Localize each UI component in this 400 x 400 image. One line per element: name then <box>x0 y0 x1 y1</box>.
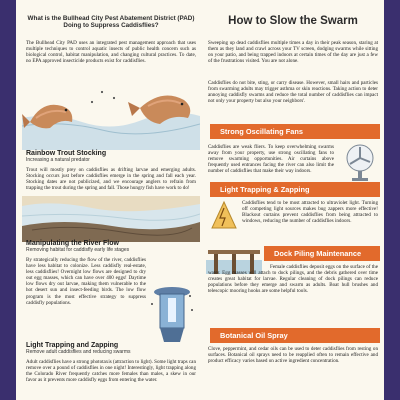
trout-section <box>26 150 196 191</box>
right-column <box>206 0 380 400</box>
fan-illustration <box>340 142 380 182</box>
light-trap-illustration <box>146 284 198 346</box>
dock-body: Female caddisflies deposit eggs on the surface of the water. Egg masses will attach to dock pilings, and the debris gathered over time creates great habitat for larvae. Regular cleaning of dock pilings can reduce populations before they emerge and swarm as adults. Boat hull brushes and telescopic mooring hooks are some helpful tools. <box>208 264 378 295</box>
banner-dock-piling: Dock Piling Maintenance <box>264 246 380 261</box>
left-column <box>22 0 200 400</box>
banner-light-trapping: Light Trapping & Zapping <box>210 182 380 197</box>
trapping-body: Caddisflies tend to be most attracted to ultraviolet light. Turning off competing light sources makes bug zappers more effective! Blackout curtains prevent caddisflies from being attracted to windows, reducing the number of caddisflies indoors. <box>242 200 378 225</box>
light-subheading: Remove adult caddisflies and reducing swarms <box>26 349 131 355</box>
swarm-intro: Sweeping up dead caddisflies multiple times a day in their peak season, staring at them as they land and crawl across your TV screen, dodging swarms while sitting on your patio, and being trapped indoors at certain times of the day are just a few of the frustrations visited. You are not alone. <box>208 40 378 65</box>
river-illustration <box>22 196 200 242</box>
trout-body: Trout will mostly prey on caddisflies as drifting larvae and emerging adults. Stocking occurs just before caddisflies emerge in the spring and fall each year. Stocking dates are not publicized, and we encourage anglers to refrain from trapping the trout during the spring and fall. Those hungry fish have work to do! <box>26 167 196 192</box>
river-heading: Manipulating the River Flow <box>26 240 119 247</box>
light-section <box>26 342 196 383</box>
trout-subheading: Increasing a natural predator <box>26 157 90 163</box>
banner-fans: Strong Oscillating Fans <box>210 124 380 139</box>
bug-zapper-illustration <box>208 200 240 230</box>
left-title: What is the Bullhead City Pest Abatement District (PAD) Doing to Suppress Caddisflies? <box>27 15 195 30</box>
left-intro: The Bullhead City PAD uses an integrated pest management approach that uses multiple techniques to control aquatic insects of public health concern such as biological control, habitat manipulation, and changing cultural practices. To date, no EPA approved insecticide products exist for caddisflies. <box>26 40 196 65</box>
swarm-health-note: Caddisflies do not bite, sting, or carry disease. However, small hairs and particles from swarming adults may trigger asthma or skin reactions. Taking action to deter annoying caddisfly swarms and reduce the total number of caddisflies can impact not only your property but also your neighbors'. <box>208 80 378 105</box>
river-body: By strategically reducing the flow of the river, caddisflies have less habitat to colonize. Less caddisfly real-estate, less caddisflies! Overnight low flows are designed to dry out egg masses, which can have over 400 eggs! Daytime low flows dry out larvae, making them vulnerable to the hot desert sun and insect-feeding birds. The low flow program is the most effective strategy to suppress caddisfly populations. <box>26 257 146 306</box>
river-section <box>26 240 146 306</box>
trout-heading: Rainbow Trout Stocking <box>26 150 107 157</box>
oil-body: Clove, peppermint, and cedar oils can be used to deter caddisflies from resting on surfaces. Botanical oil sprays need to be reapplied often to remain effective and product efficacy varies based on active ingredient concentration. <box>208 346 378 365</box>
fans-body: Caddisflies are weak fliers. To keep overwhelming swarms away from your property, use strong oscillating fans to remove swarming opportunities. Air curtains above frequently used entrances facing the river can also limit the number of caddisflies that make their way indoors. <box>208 144 334 175</box>
river-subheading: Removing habitat for caddisfly early life stages <box>26 247 130 253</box>
light-body: Adult caddisflies have a strong phototaxis (attraction to light). Some light traps can remove over a pound of caddisflies in one night! Interestingly, light trapping along the Colorado River frequently catches more females than males, a skew in our favor as it prevents more caddisfly eggs from entering the water. <box>26 359 196 384</box>
trout-illustration <box>22 78 200 150</box>
main-title: How to Slow the Swarm <box>228 15 358 27</box>
banner-botanical-oil: Botanical Oil Spray <box>210 328 380 343</box>
brochure-page <box>16 0 384 400</box>
light-heading: Light Trapping and Zapping <box>26 342 119 349</box>
